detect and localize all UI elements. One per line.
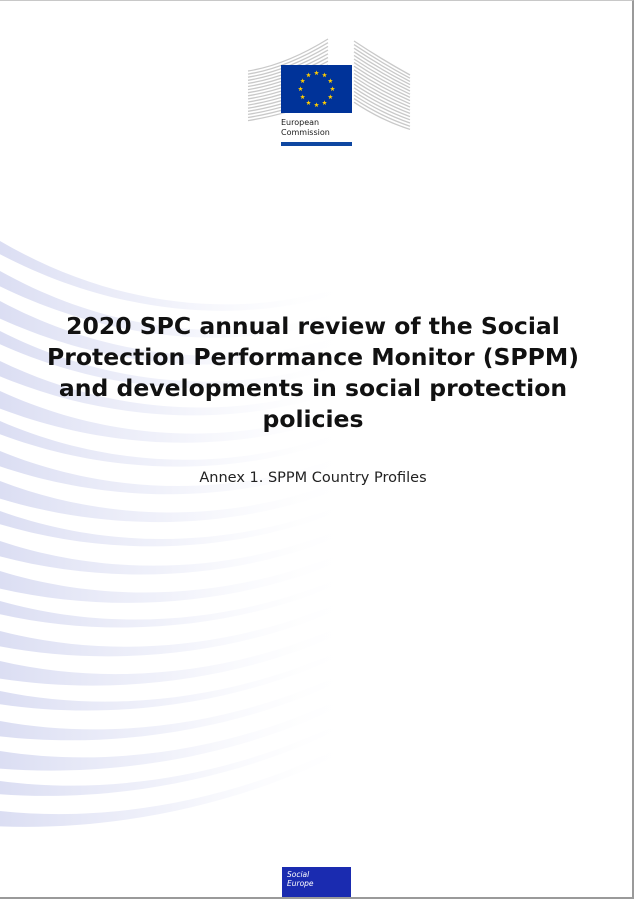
building-line <box>354 70 410 101</box>
badge-line-2: Europe <box>287 879 314 888</box>
social-europe-badge <box>282 867 351 899</box>
building-line <box>354 81 410 111</box>
logo-caption <box>281 118 381 138</box>
logo-underline-bar <box>281 142 352 146</box>
document-title: 2020 SPC annual review of the Social Protection Performance Monitor (SPPM) and developments in social protection policies <box>47 312 579 433</box>
document-subtitle: Annex 1. SPPM Country Profiles <box>199 470 427 486</box>
building-lines-right <box>354 41 410 129</box>
building-line <box>354 91 410 119</box>
building-line <box>354 88 410 117</box>
logo-line-1: European <box>281 118 320 127</box>
building-line <box>354 77 410 107</box>
logo-line-2: Commission <box>281 128 330 137</box>
building-line <box>354 73 410 103</box>
building-line <box>354 84 410 113</box>
badge-line-1: Social <box>287 870 310 879</box>
